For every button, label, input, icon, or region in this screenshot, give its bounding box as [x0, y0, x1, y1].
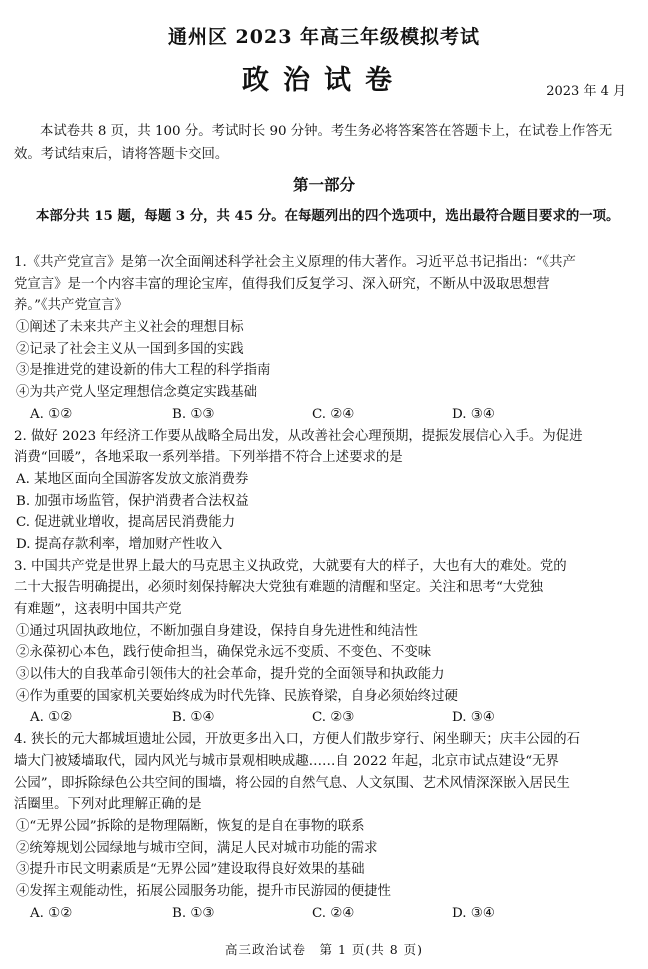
statement: ①“无界公园”拆除的是物理隔断，恢复的是自在事物的联系	[16, 818, 365, 834]
question-stem-line: 1.《共产党宣言》是第一次全面阐述科学社会主义原理的伟大著作。习近平总书记指出：“《共产	[14, 255, 576, 270]
choice-row	[14, 404, 634, 426]
choice-b: B. ①④	[172, 710, 215, 726]
statement: ②统筹规划公园绿地与城市空间，满足人民对城市功能的需求	[16, 840, 378, 856]
question-2	[14, 426, 634, 556]
subject-title: 政治试卷	[242, 65, 406, 96]
question-stem-line: 养。”《共产党宣言》	[14, 298, 128, 314]
statement: ③提升市民文明素质是“无界公园”建设取得良好效果的基础	[16, 862, 365, 878]
choice-row	[14, 707, 634, 729]
choice-d: D. ③④	[452, 905, 495, 921]
statement: ③是推进党的建设新的伟大工程的科学指南	[16, 363, 271, 379]
statement: ④作为重要的国家机关要始终成为时代先锋、民族脊梁，自身必须始终过硬	[16, 688, 458, 704]
question-stem-line: 4. 狭长的元大都城垣遗址公园，开放更多出入口，方便人们散步穿行、闲坐聊天；庆丰公园的石	[14, 732, 581, 748]
statement: ③以伟大的自我革命引领伟大的社会革命，提升党的全面领导和执政能力	[16, 667, 445, 683]
question-stem-line: 公园”，即拆除绿色公共空间的围墙，将公园的自然气息、人文氛围、艺术风情深深嵌入居民生	[14, 775, 570, 791]
statement: ④为共产党人坚定理想信念奠定实践基础	[16, 385, 258, 401]
question-stem-line: 2. 做好 2023 年经济工作要从战略全局出发，从改善社会心理预期，提振发展信心入手。为促进	[14, 428, 583, 444]
exam-date: 2023 年 4 月	[546, 84, 626, 99]
question-list	[14, 252, 634, 924]
choice-a: A. ①②	[30, 905, 73, 921]
choice-b: B. ①③	[172, 406, 215, 422]
choice-d: D. ③④	[452, 406, 495, 422]
statement: ④发挥主观能动性，拓展公园服务功能，提升市民游园的便捷性	[16, 883, 391, 899]
page-footer: 高三政治试卷 第 1 页(共 8 页)	[224, 942, 424, 957]
choice-c: C. ②④	[312, 905, 355, 921]
choice-row	[14, 903, 634, 925]
exam-title: 通州区 2023 年高三年级模拟考试	[167, 26, 481, 48]
option-line: A. 某地区面向全国游客发放文旅消费券	[16, 471, 249, 487]
statement: ①阐述了未来共产主义社会的理想目标	[16, 320, 244, 336]
question-4	[14, 729, 634, 924]
intro-paragraph: 本试卷共 8 页，共 100 分。考试时长 90 分钟。考生务必将答案答在答题卡上，在试卷上作答无效。考试结束后，请将答题卡交回。	[14, 124, 613, 162]
question-stem-line: 二十大报告明确提出，必须时刻保持解决大党独有难题的清醒和坚定。关注和思考“大党独	[14, 580, 544, 596]
statement: ①通过巩固执政地位，不断加强自身建设，保持自身先进性和纯洁性	[16, 623, 418, 639]
statement: ②永葆初心本色，践行使命担当，确保党永远不变质、不变色、不变味	[16, 645, 432, 661]
section-instruction: 本部分共 15 题，每题 3 分，共 45 分。在每题列出的四个选项中，选出最符合题目要求的一项。	[36, 208, 620, 224]
option-line: D. 提高存款利率，增加财产性收入	[16, 536, 223, 552]
question-stem-line: 有难题”，这表明中国共产党	[14, 602, 182, 617]
question-stem-line: 消费“回暖”，各地采取一系列举措。下列举措不符合上述要求的是	[14, 450, 403, 466]
option-line: B. 加强市场监管，保护消费者合法权益	[16, 493, 249, 509]
statement: ②记录了社会主义从一国到多国的实践	[16, 341, 244, 357]
option-line: C. 促进就业增收，提高居民消费能力	[16, 515, 236, 531]
question-stem-line: 活圈里。下列对此理解正确的是	[14, 797, 202, 813]
question-stem-line: 3. 中国共产党是世界上最大的马克思主义执政党，大就要有大的样子，大也有大的难处。党的	[14, 558, 567, 574]
choice-b: B. ①③	[172, 905, 215, 921]
choice-c: C. ②④	[312, 406, 355, 422]
question-3	[14, 556, 634, 730]
choice-c: C. ②③	[312, 710, 355, 726]
question-1	[14, 252, 634, 426]
question-stem-line: 党宣言》是一个内容丰富的理论宝库，值得我们反复学习、深入研究，不断从中汲取思想营	[14, 276, 550, 292]
section-title: 第一部分	[292, 175, 355, 194]
choice-a: A. ①②	[30, 406, 73, 422]
choice-a: A. ①②	[30, 710, 73, 726]
question-stem-line: 墙大门被矮墙取代，园内风光与城市景观相映成趣……自 2022 年起，北京市试点建设“无界	[14, 753, 559, 769]
choice-d: D. ③④	[452, 710, 495, 726]
